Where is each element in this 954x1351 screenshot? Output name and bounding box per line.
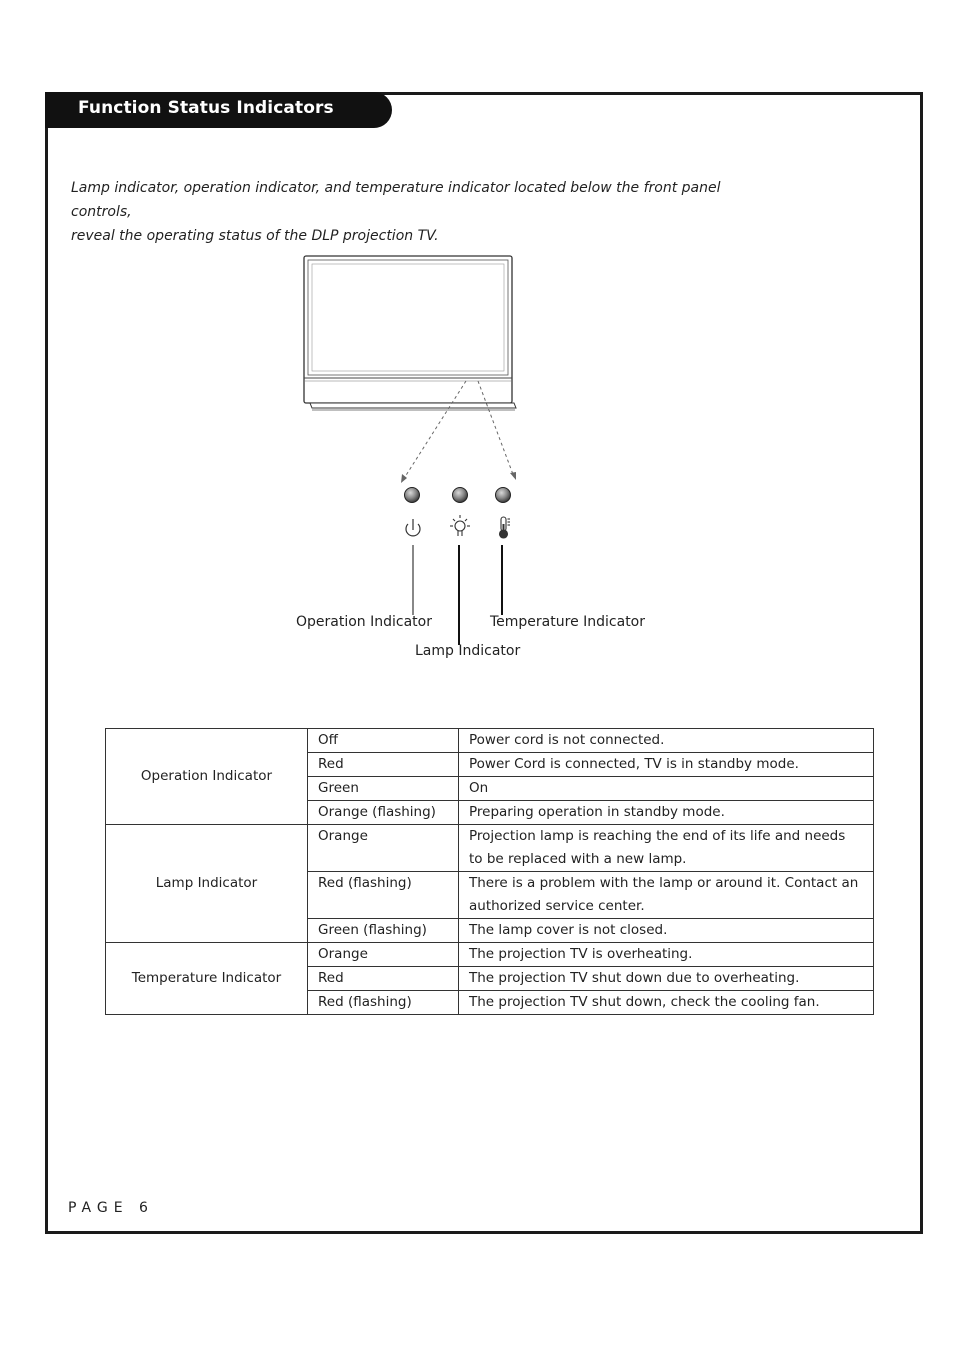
indicator-status-table	[105, 728, 874, 1015]
group-name: Lamp Indicator	[106, 825, 308, 943]
description-cell: Preparing operation in standby mode.	[459, 801, 874, 825]
state-cell: Orange	[308, 943, 459, 967]
thermometer-icon	[500, 517, 511, 538]
state-cell: Off	[308, 729, 459, 753]
description-cell: Power Cord is connected, TV is in standby mode.	[459, 753, 874, 777]
temperature-indicator-label: Temperature Indicator	[490, 614, 645, 630]
state-cell: Red (flashing)	[308, 872, 459, 919]
state-cell: Orange (flashing)	[308, 801, 459, 825]
leader-lines	[413, 545, 502, 645]
description-cell: On	[459, 777, 874, 801]
operation-indicator-label: Operation Indicator	[296, 614, 432, 630]
state-cell: Red	[308, 967, 459, 991]
group-name: Temperature Indicator	[106, 943, 308, 1015]
group-name: Operation Indicator	[106, 729, 308, 825]
table-row	[106, 825, 874, 872]
lamp-icon	[450, 515, 470, 536]
description-cell: There is a problem with the lamp or around it. Contact an authorized service center.	[459, 872, 874, 919]
state-cell: Green	[308, 777, 459, 801]
description-cell: Power cord is not connected.	[459, 729, 874, 753]
description-cell: The projection TV is overheating.	[459, 943, 874, 967]
table-row	[106, 943, 874, 967]
state-cell: Red (flashing)	[308, 991, 459, 1015]
state-cell: Red	[308, 753, 459, 777]
state-cell: Orange	[308, 825, 459, 872]
section-title: Function Status Indicators	[78, 98, 334, 118]
description-cell: The lamp cover is not closed.	[459, 919, 874, 943]
description-cell: Projection lamp is reaching the end of its life and needs to be replaced with a new lamp.	[459, 825, 874, 872]
state-cell: Green (flashing)	[308, 919, 459, 943]
power-icon	[406, 519, 420, 536]
table-row	[106, 729, 874, 753]
intro-line-2: reveal the operating status of the DLP projection TV.	[71, 228, 439, 244]
projection-tv-illustration	[304, 256, 516, 410]
lamp-indicator-label: Lamp Indicator	[415, 643, 521, 659]
page-number: PAGE 6	[68, 1200, 154, 1216]
description-cell: The projection TV shut down, check the cooling fan.	[459, 991, 874, 1015]
indicator-leds	[405, 488, 511, 503]
intro-line-1: Lamp indicator, operation indicator, and temperature indicator located below the front panel controls,	[71, 180, 721, 220]
description-cell: The projection TV shut down due to overheating.	[459, 967, 874, 991]
